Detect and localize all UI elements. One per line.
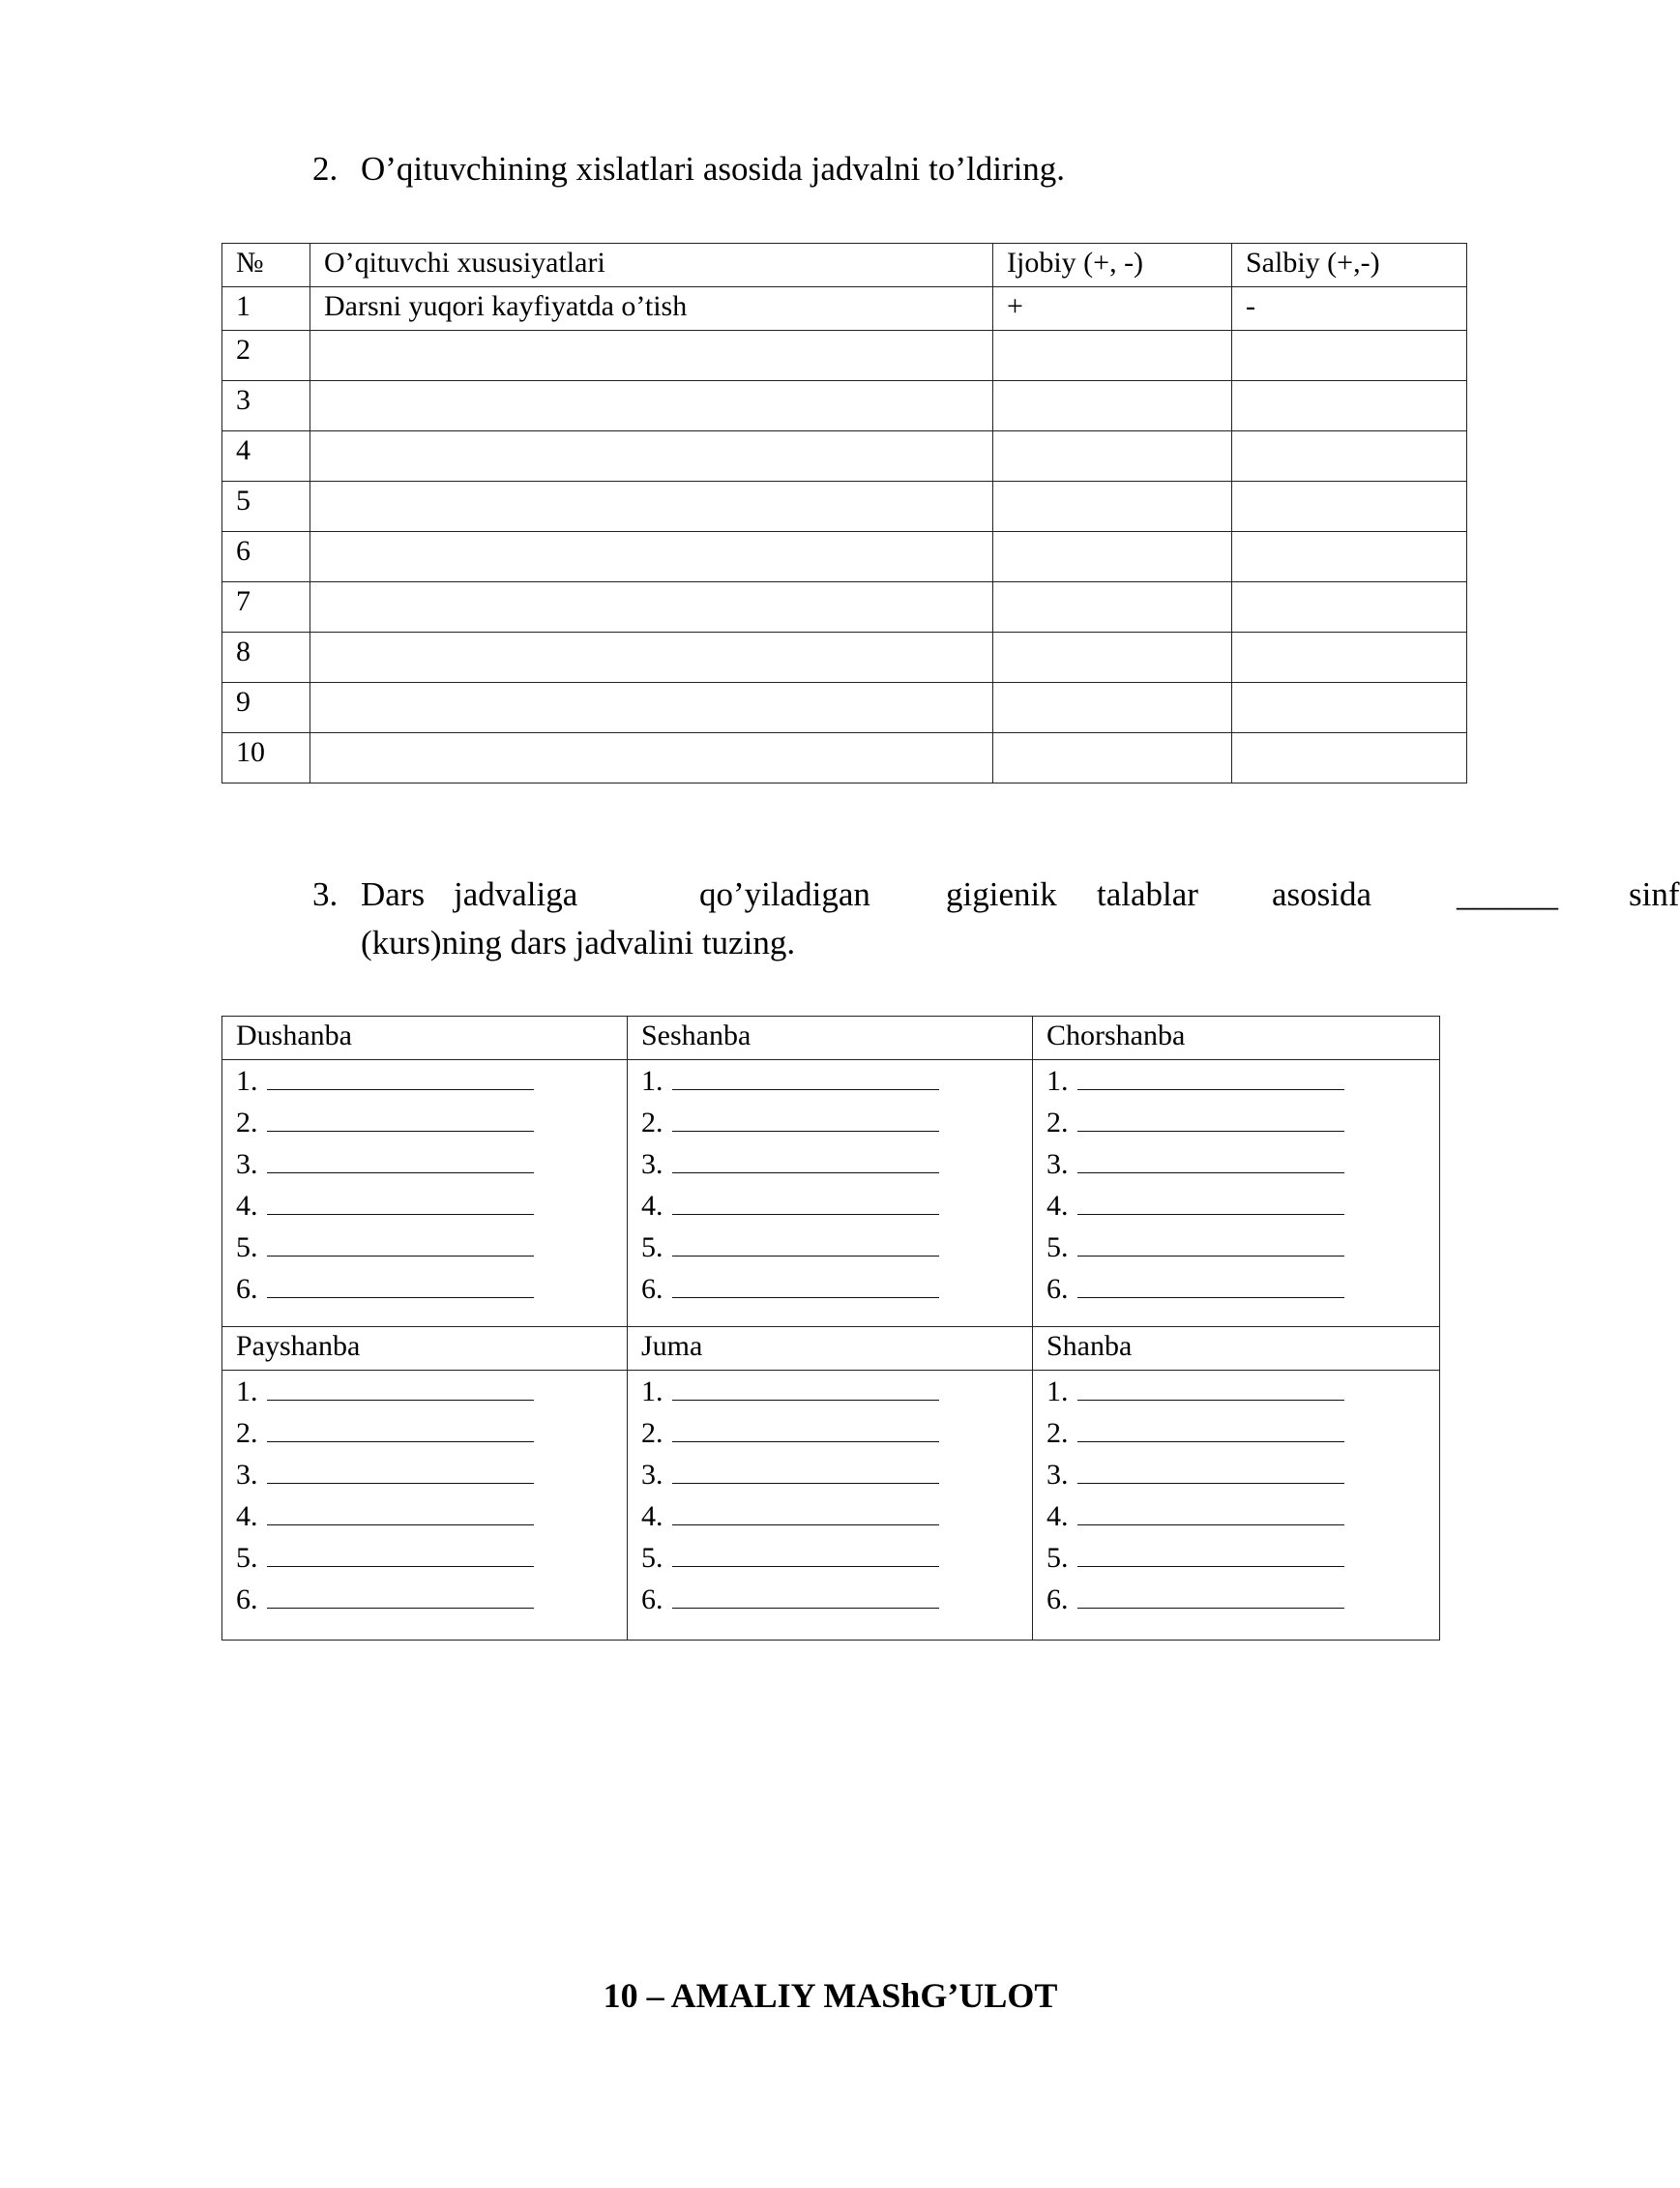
table-cell: + [993,287,1232,331]
lesson-slot[interactable] [1046,1579,1439,1620]
fill-in-blank[interactable] [267,1185,534,1215]
table-cell [993,331,1232,381]
slot-number: 5. [1046,1542,1069,1574]
column-header: Ijobiy (+, -) [993,244,1232,287]
fill-in-blank[interactable] [1077,1412,1344,1442]
fill-in-blank[interactable] [267,1102,534,1132]
slot-number: 3. [641,1459,663,1491]
fill-in-blank[interactable] [672,1371,939,1401]
lesson-slot[interactable] [236,1454,627,1495]
fill-in-blank[interactable] [672,1454,939,1484]
table-cell [310,381,993,431]
fill-in-blank[interactable] [1077,1102,1344,1132]
fill-in-blank[interactable] [267,1227,534,1257]
lesson-slot[interactable] [236,1268,627,1310]
fill-in-blank[interactable] [1077,1185,1344,1215]
table-cell [310,733,993,784]
row-number-cell: 6 [222,532,310,582]
lesson-slot[interactable] [641,1268,1032,1310]
slot-number: 5. [641,1231,663,1263]
lesson-slot[interactable] [1046,1268,1439,1310]
row-number-cell: 5 [222,482,310,532]
table-cell [993,582,1232,633]
fill-in-blank[interactable] [267,1537,534,1567]
table-row [222,381,1467,431]
section-title: 10 – AMALIY MAShG’ULOT [603,1976,1058,2015]
day-lessons-cell [628,1060,1033,1327]
table-cell [1232,381,1467,431]
fill-in-blank[interactable] [1077,1227,1344,1257]
table-cell [1232,582,1467,633]
class-blank: ______ [1457,875,1558,913]
lesson-slot[interactable] [1046,1143,1439,1185]
table-row [222,287,1467,331]
task-word: gigienik [946,875,1057,913]
lesson-slot[interactable] [236,1537,627,1579]
table-cell [993,381,1232,431]
slot-number: 1. [236,1065,258,1097]
table-row [222,532,1467,582]
lesson-slot[interactable] [236,1495,627,1537]
slot-number: 5. [1046,1231,1069,1263]
fill-in-blank[interactable] [672,1102,939,1132]
lesson-slot[interactable] [641,1060,1032,1102]
day-name: Seshanba [628,1017,1033,1060]
table-cell [310,532,993,582]
slot-number: 4. [1046,1500,1069,1532]
day-lessons-cell [222,1060,628,1327]
table-cell [1232,482,1467,532]
slot-number: 3. [1046,1148,1069,1180]
table-cell: Darsni yuqori kayfiyatda o’tish [310,287,993,331]
day-name: Chorshanba [1033,1017,1440,1060]
row-number-cell: 3 [222,381,310,431]
lesson-slot[interactable] [1046,1412,1439,1454]
lesson-slot[interactable] [1046,1060,1439,1102]
slot-number: 6. [641,1583,663,1615]
lesson-slots-row [222,1371,1440,1641]
lesson-slot[interactable] [641,1143,1032,1185]
slot-number: 1. [641,1375,663,1407]
slot-number: 4. [236,1190,258,1222]
slot-number: 2. [1046,1107,1069,1138]
fill-in-blank[interactable] [672,1412,939,1442]
task-word: talablar [1097,875,1198,913]
table-cell [310,331,993,381]
lesson-slot[interactable] [236,1412,627,1454]
table-cell [993,532,1232,582]
lesson-slot[interactable] [1046,1185,1439,1227]
lesson-slot[interactable] [641,1579,1032,1620]
slot-number: 2. [641,1107,663,1138]
fill-in-blank[interactable] [267,1060,534,1090]
task-text-line-1 [361,871,1680,919]
slot-number: 2. [1046,1417,1069,1449]
table-cell [1232,532,1467,582]
fill-in-blank[interactable] [672,1495,939,1525]
row-number-cell: 1 [222,287,310,331]
table-cell [993,683,1232,733]
table-cell [310,431,993,482]
fill-in-blank[interactable] [672,1143,939,1173]
task-text-line-2: (kurs)ning dars jadvalini tuzing. [361,924,796,961]
row-number-cell: 9 [222,683,310,733]
lesson-slot[interactable] [641,1412,1032,1454]
row-number-cell: 7 [222,582,310,633]
table-row [222,633,1467,683]
lesson-slot[interactable] [641,1102,1032,1143]
task-number: 3. [312,875,339,913]
task-word: Dars [361,875,426,913]
day-lessons-cell [222,1371,628,1641]
table-cell [310,683,993,733]
fill-in-blank[interactable] [672,1185,939,1215]
task-text: O’qituvchining xislatlari asosida jadvalni to’ldiring. [361,150,1066,188]
lesson-slot[interactable] [236,1579,627,1620]
day-name: Dushanba [222,1017,628,1060]
slot-number: 6. [1046,1583,1069,1615]
fill-in-blank[interactable] [1077,1454,1344,1484]
fill-in-blank[interactable] [1077,1371,1344,1401]
fill-in-blank[interactable] [672,1579,939,1609]
table-row [222,331,1467,381]
slot-number: 1. [1046,1375,1069,1407]
lesson-slot[interactable] [236,1227,627,1268]
fill-in-blank[interactable] [267,1371,534,1401]
day-lessons-cell [628,1371,1033,1641]
teacher-traits-table [221,243,1467,784]
slot-number: 2. [236,1107,258,1138]
fill-in-blank[interactable] [267,1268,534,1298]
slot-number: 4. [641,1500,663,1532]
slot-number: 1. [641,1065,663,1097]
fill-in-blank[interactable] [267,1495,534,1525]
slot-number: 4. [1046,1190,1069,1222]
column-header: Salbiy (+,-) [1232,244,1467,287]
lesson-slot[interactable] [236,1102,627,1143]
lesson-slot[interactable] [236,1143,627,1185]
table-cell [1232,683,1467,733]
row-number-cell: 2 [222,331,310,381]
lesson-slot[interactable] [641,1227,1032,1268]
lesson-slot[interactable] [236,1060,627,1102]
lesson-slot[interactable] [641,1185,1032,1227]
day-name: Payshanba [222,1327,628,1371]
slot-number: 1. [1046,1065,1069,1097]
lesson-slots-row [222,1060,1440,1327]
lesson-slot[interactable] [1046,1454,1439,1495]
lesson-slot[interactable] [1046,1102,1439,1143]
slot-number: 3. [236,1459,258,1491]
day-name: Juma [628,1327,1033,1371]
table-cell [310,482,993,532]
slot-number: 4. [236,1500,258,1532]
day-lessons-cell [1033,1060,1440,1327]
task-number: 2. [312,150,339,188]
lesson-slot[interactable] [1046,1371,1439,1412]
day-header-row [222,1327,1440,1371]
slot-number: 1. [236,1375,258,1407]
task-word: qo’yiladigan [699,875,870,913]
fill-in-blank[interactable] [672,1060,939,1090]
lesson-slot[interactable] [236,1371,627,1412]
table-row [222,482,1467,532]
table-row [222,733,1467,784]
fill-in-blank[interactable] [1077,1143,1344,1173]
slot-number: 6. [1046,1273,1069,1305]
table-cell [993,733,1232,784]
fill-in-blank[interactable] [267,1579,534,1609]
table-cell [1232,331,1467,381]
slot-number: 3. [1046,1459,1069,1491]
day-lessons-cell [1033,1371,1440,1641]
day-name: Shanba [1033,1327,1440,1371]
slot-number: 5. [236,1542,258,1574]
fill-in-blank[interactable] [1077,1060,1344,1090]
table-row [222,582,1467,633]
weekly-schedule-table [221,1016,1440,1641]
fill-in-blank[interactable] [267,1412,534,1442]
fill-in-blank[interactable] [672,1537,939,1567]
fill-in-blank[interactable] [1077,1579,1344,1609]
day-header-row [222,1017,1440,1060]
row-number-cell: 8 [222,633,310,683]
lesson-slot[interactable] [1046,1495,1439,1537]
task-word: jadvaliga [454,875,578,913]
column-header: O’qituvchi xususiyatlari [310,244,993,287]
slot-number: 6. [236,1583,258,1615]
table-cell [1232,633,1467,683]
slot-number: 6. [641,1273,663,1305]
table-row [222,431,1467,482]
fill-in-blank[interactable] [1077,1495,1344,1525]
lesson-slot[interactable] [236,1185,627,1227]
column-header: № [222,244,310,287]
slot-number: 3. [641,1148,663,1180]
fill-in-blank[interactable] [1077,1268,1344,1298]
table-cell [993,633,1232,683]
lesson-slot[interactable] [1046,1537,1439,1579]
table-cell [310,633,993,683]
slot-number: 5. [641,1542,663,1574]
fill-in-blank[interactable] [267,1143,534,1173]
slot-number: 4. [641,1190,663,1222]
slot-number: 5. [236,1231,258,1263]
slot-number: 6. [236,1273,258,1305]
table-cell [993,431,1232,482]
lesson-slot[interactable] [641,1454,1032,1495]
slot-number: 2. [641,1417,663,1449]
table-row [222,683,1467,733]
row-number-cell: 10 [222,733,310,784]
task-word: asosida [1272,875,1372,913]
row-number-cell: 4 [222,431,310,482]
fill-in-blank[interactable] [672,1227,939,1257]
table-cell [1232,733,1467,784]
table-cell: - [1232,287,1467,331]
table-cell [993,482,1232,532]
slot-number: 2. [236,1417,258,1449]
table-header-row [222,244,1467,287]
lesson-slot[interactable] [1046,1227,1439,1268]
lesson-slot[interactable] [641,1495,1032,1537]
table-cell [310,582,993,633]
table-cell [1232,431,1467,482]
fill-in-blank[interactable] [267,1454,534,1484]
slot-number: 3. [236,1148,258,1180]
lesson-slot[interactable] [641,1537,1032,1579]
fill-in-blank[interactable] [1077,1537,1344,1567]
lesson-slot[interactable] [641,1371,1032,1412]
task-word: sinf [1629,875,1680,913]
fill-in-blank[interactable] [672,1268,939,1298]
